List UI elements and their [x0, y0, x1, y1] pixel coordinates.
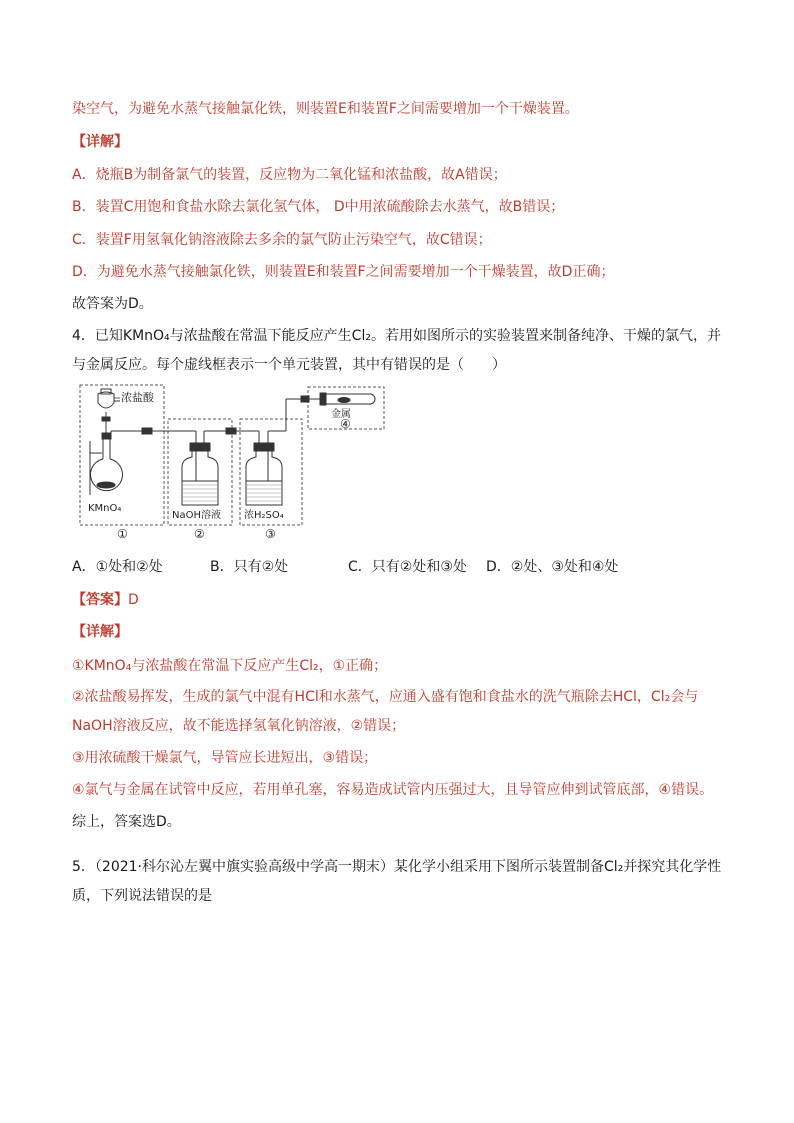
q5-stem-line1: 5．（2021·科尔沁左翼中旗实验高级中学高一期末）某化学小组采用下图所示装置制备Cl₂并探究其化学性 — [72, 859, 722, 875]
prev-line-a: A．烧瓶B为制备氯气的装置，反应物为二氧化锰和浓盐酸，故A错误； — [72, 167, 507, 183]
q5-stem-line2: 质，下列说法错误的是 — [72, 888, 212, 904]
q4-stem-line2: 与金属反应。每个虚线框表示一个单元装置，其中有错误的是（ ） — [72, 357, 506, 373]
answer-value: D — [128, 592, 139, 608]
prev-line-d: D．为避免水蒸气接触氯化铁，则装置E和装置F之间需要增加一个干燥装置，故D正确； — [72, 264, 615, 280]
prev-detail-tag: 【详解】 — [72, 134, 128, 150]
option-c[interactable]: C．只有②处和③处 — [348, 559, 467, 575]
option-b[interactable]: B．只有②处 — [210, 559, 289, 575]
q4-detail-3: ③用浓硫酸干燥氯气，导管应长进短出，③错误； — [72, 750, 378, 766]
q4-apparatus-figure — [76, 381, 388, 543]
q4-options — [72, 557, 732, 577]
q4-detail-tag: 【详解】 — [72, 624, 128, 640]
round-flask — [91, 433, 123, 491]
q4-answer — [72, 590, 139, 610]
test-tube — [320, 393, 375, 405]
prev-line-c: C．装置F用氢氧化钠溶液除去多余的氯气防止污染空气，故C错误； — [72, 232, 492, 248]
unit-number-2: ② — [194, 527, 205, 541]
wash-bottle-h2so4 — [246, 443, 282, 505]
option-a[interactable]: A．①处和②处 — [72, 559, 163, 575]
q4-detail-4: ④氯气与金属在试管中反应，若用单孔塞，容易造成试管内压强过大，且导管应伸到试管底部，④错误。 — [72, 782, 714, 798]
prev-conclusion: 故答案为D。 — [72, 296, 153, 312]
q4-detail-2a: ②浓盐酸易挥发，生成的氯气中混有HCl和水蒸气，应通入盛有饱和食盐水的洗气瓶除去HCl，Cl₂会与 — [72, 689, 699, 705]
q4-stem-line1: 4．已知KMnO₄与浓盐酸在常温下能反应产生Cl₂。若用如图所示的实验装置来制备纯净、干燥的氯气，并 — [72, 328, 721, 344]
glass-tubing — [111, 396, 322, 481]
label-kmno4: KMnO₄ — [88, 503, 122, 514]
unit-number-4: ④ — [340, 417, 351, 431]
wash-bottle-naoh — [182, 443, 218, 505]
q4-detail-1: ①KMnO₄与浓盐酸在常温下反应产生Cl₂，①正确； — [72, 658, 388, 674]
separatory-funnel — [98, 389, 120, 433]
label-naoh: NaOH溶液 — [172, 510, 221, 521]
prev-continuation: 染空气，为避免水蒸气接触氯化铁，则装置E和装置F之间需要增加一个干燥装置。 — [72, 101, 579, 117]
label-h2so4: 浓H₂SO₄ — [244, 510, 284, 521]
q4-detail-2b: NaOH溶液反应，故不能选择氢氧化钠溶液，②错误； — [72, 718, 406, 734]
answer-tag: 【答案】 — [72, 592, 128, 608]
unit-number-3: ③ — [265, 527, 276, 541]
option-d[interactable]: D．②处、③处和④处 — [486, 559, 619, 575]
label-conc-hcl: 浓盐酸 — [121, 391, 154, 404]
q4-summary: 综上，答案选D。 — [72, 814, 181, 830]
unit-number-1: ① — [117, 527, 128, 541]
prev-line-b: B．装置C用饱和食盐水除去氯化氢气体， D中用浓硫酸除去水蒸气，故B错误； — [72, 199, 565, 215]
label-metal: 金属 — [331, 409, 351, 420]
